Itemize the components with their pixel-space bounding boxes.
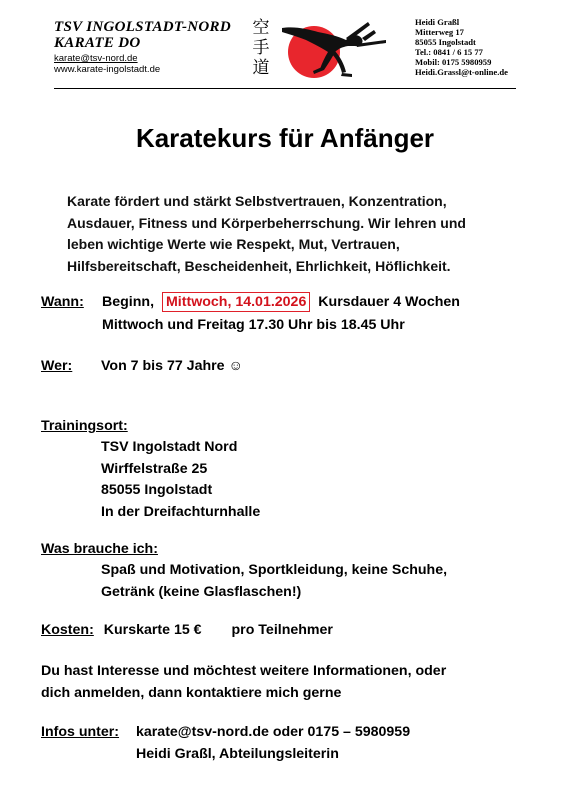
letterhead-club: [54, 19, 231, 75]
address-line: Wirffelstraße 25: [101, 460, 208, 477]
intro-line: Karate fördert und stärkt Selbstvertrauen, Konzentration,: [67, 193, 447, 209]
intro-line: leben wichtige Werte wie Respekt, Mut, Vertrauen,: [67, 236, 400, 252]
wann-schedule: Mittwoch und Freitag 17.30 Uhr bis 18.45 Uhr: [102, 317, 405, 333]
interesse-paragraph: [41, 661, 446, 704]
club-website[interactable]: www.karate-ingolstadt.de: [54, 64, 161, 75]
kosten-row: [41, 620, 333, 642]
wann-row: [102, 292, 460, 314]
infos-person: Heidi Graßl, Abteilungsleiterin: [136, 745, 339, 762]
contact-block: [415, 17, 508, 77]
address-line: TSV Ingolstadt Nord: [101, 439, 238, 455]
intro-line: Hilfsbereitschaft, Bescheidenheit, Ehrlichkeit, Höflichkeit.: [67, 257, 451, 274]
header-divider: [54, 88, 516, 89]
brauche-list: [101, 560, 447, 603]
contact-street: Mitterweg 17: [415, 27, 464, 37]
interesse-line: dich anmelden, dann kontaktiere mich gerne: [41, 684, 342, 701]
trainingsort-label: Trainingsort:: [41, 418, 128, 434]
club-email-link[interactable]: karate@tsv-nord.de: [54, 53, 138, 64]
contact-tel: Tel.: 0841 / 6 15 77: [415, 47, 483, 57]
intro-paragraph: [67, 191, 537, 277]
contact-city: 85055 Ingolstadt: [415, 37, 476, 47]
kosten-label: Kosten:: [41, 622, 94, 638]
karate-do-kanji: [250, 18, 272, 78]
intro-line: Ausdauer, Fitness und Körperbeherrschung. Wir lehren und: [67, 214, 466, 231]
club-name: TSV INGOLSTADT-NORD: [54, 19, 231, 35]
trainingsort-address: [101, 437, 260, 523]
infos-label: Infos unter:: [41, 724, 120, 740]
kanji-te: 手: [252, 38, 270, 58]
karate-logo: [278, 14, 390, 85]
department-name: KARATE DO: [54, 35, 141, 51]
wer-label: Wer:: [41, 358, 73, 374]
address-line: 85055 Ingolstadt: [101, 482, 213, 498]
kanji-kara: 空: [252, 18, 270, 38]
kosten-value: Kurskarte 15 €: [103, 622, 202, 638]
brauche-line: Spaß und Motivation, Sportkleidung, keine Schuhe,: [101, 562, 448, 578]
contact-mobil: Mobil: 0175 5980959: [415, 57, 492, 67]
address-line: In der Dreifachturnhalle: [101, 503, 261, 520]
kanji-do: 道: [252, 58, 270, 78]
contact-email[interactable]: Heidi.Grassl@t-online.de: [415, 67, 508, 77]
page-title: Karatekurs für Anfänger: [135, 123, 435, 153]
interesse-line: Du hast Interesse und möchtest weitere Informationen, oder: [41, 663, 447, 679]
infos-email-phone[interactable]: karate@tsv-nord.de oder 0175 – 5980959: [136, 724, 411, 740]
course-duration: Kursdauer 4 Wochen: [318, 294, 460, 310]
wann-label: Wann:: [41, 294, 84, 310]
kosten-per: pro Teilnehmer: [231, 622, 333, 638]
infos-contact: [136, 722, 410, 765]
brauche-line: Getränk (keine Glasflaschen!): [101, 583, 302, 600]
contact-name: Heidi Graßl: [415, 17, 460, 27]
start-date-badge: Mittwoch, 14.01.2026: [162, 292, 310, 312]
brauche-label: Was brauche ich:: [41, 541, 158, 557]
wer-value: Von 7 bis 77 Jahre ☺: [101, 358, 243, 374]
begin-label: Beginn,: [102, 294, 155, 310]
